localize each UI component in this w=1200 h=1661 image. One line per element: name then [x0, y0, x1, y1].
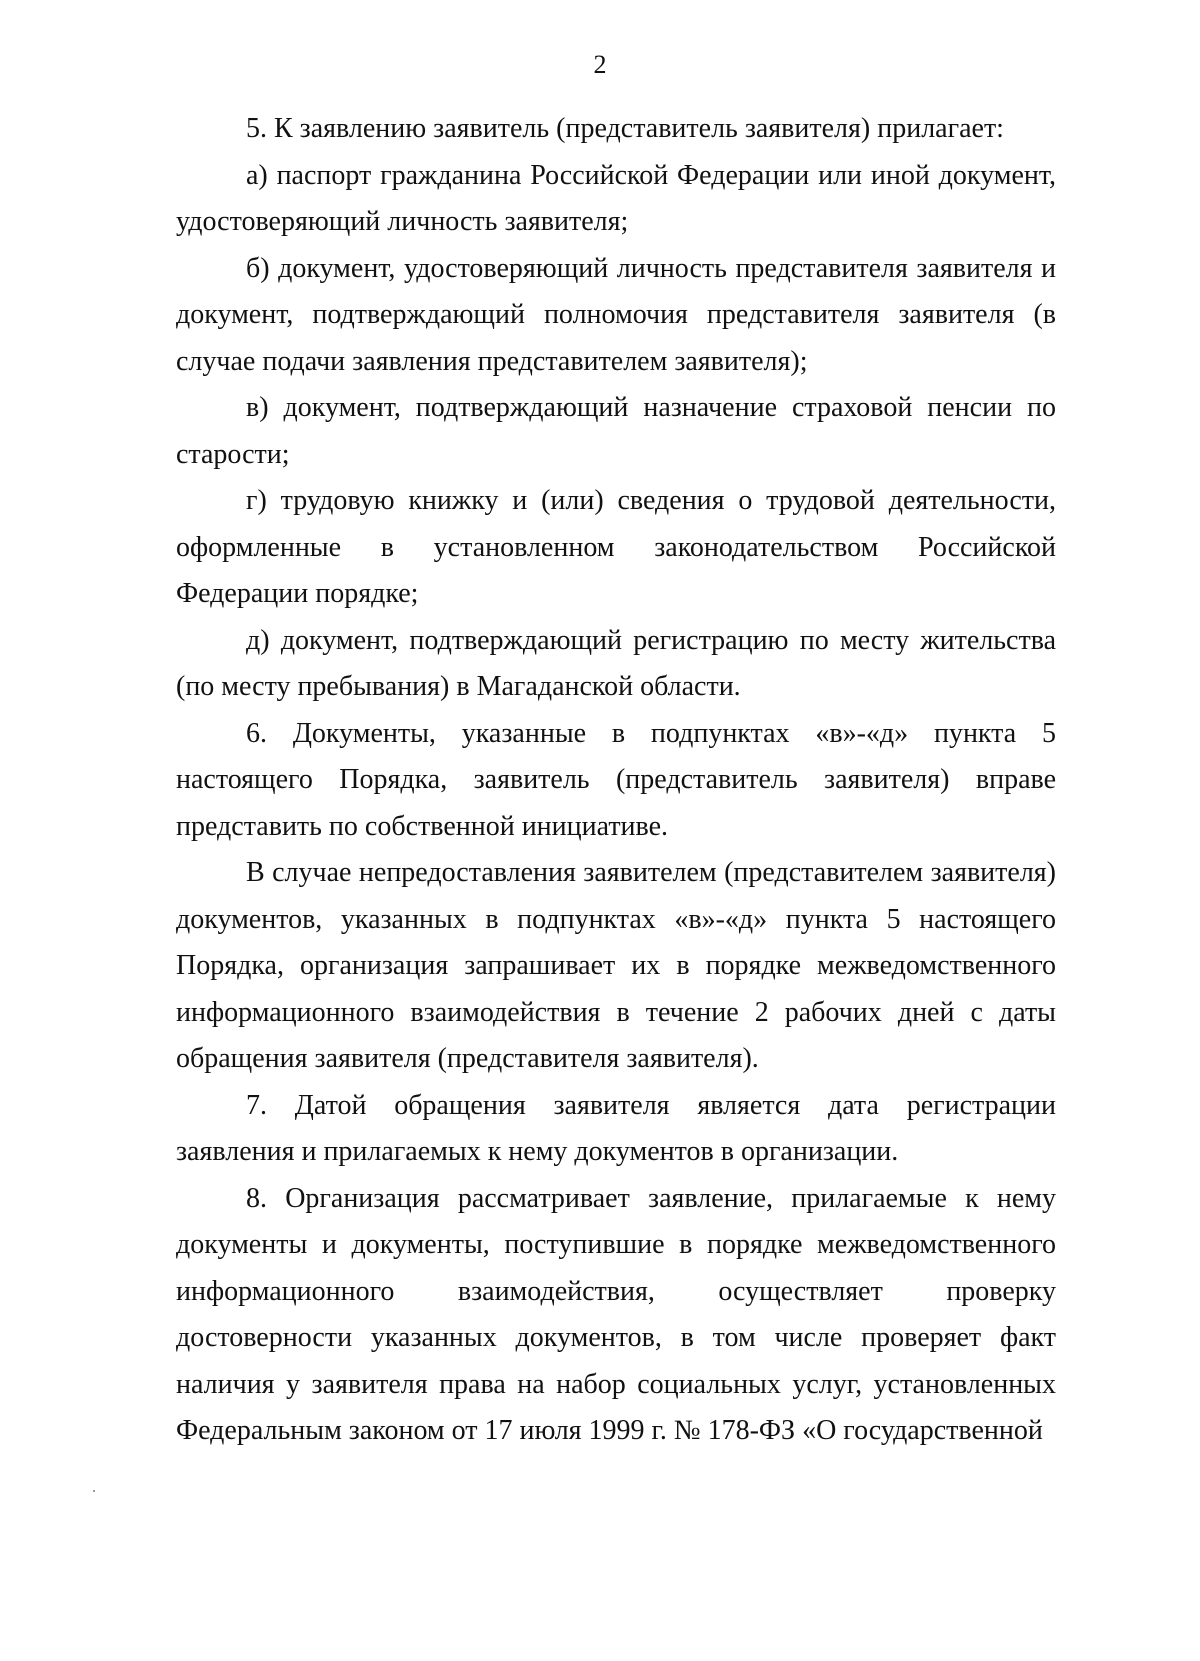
paragraph-5v: в) документ, подтверждающий назначение страховой пенсии по старости;: [176, 392, 1056, 470]
page-number: 2: [593, 50, 607, 79]
scan-speck: [93, 1490, 95, 1492]
paragraph-5b: б) документ, удостоверяющий личность представителя заявителя и документ, подтверждающий полномочия представителя заявителя (в случае подачи заявления представителем заявителя);: [176, 252, 1056, 377]
paragraph-5a: а) паспорт гражданина Российской Федерации или иной документ, удостоверяющий личность заявителя;: [176, 159, 1056, 237]
paragraph-6: 6. Документы, указанные в подпунктах «в»-«д» пункта 5 настоящего Порядка, заявитель (представитель заявителя) вправе представить по собственной инициативе.: [176, 717, 1056, 842]
paragraph-5: 5. К заявлению заявитель (представитель заявителя) прилагает:: [246, 113, 1004, 144]
paragraph-5d: д) документ, подтверждающий регистрацию по месту жительства (по месту пребывания) в Магаданской области.: [176, 624, 1056, 702]
document-body: [176, 106, 1056, 1455]
paragraph-6-cont: В случае непредоставления заявителем (представителем заявителя) документов, указанных в подпунктах «в»-«д» пункта 5 настоящего Порядка, организация запрашивает их в порядке межведомственного информационного взаимодействия в течение 2 рабочих дней с даты обращения заявителя (представителя заявителя).: [176, 857, 1056, 1074]
paragraph-5g: г) трудовую книжку и (или) сведения о трудовой деятельности, оформленные в установленном законодательством Российской Федерации порядке;: [176, 485, 1056, 609]
paragraph-8: 8. Организация рассматривает заявление, прилагаемые к нему документы и документы, поступившие в порядке межведомственного информационного взаимодействия, осуществляет проверку достоверности указанных документов, в том числе проверяет факт наличия у заявителя права на набор социальных услуг, установленных Федеральным законом от 17 июля 1999 г. № 178-ФЗ «О государственной: [176, 1182, 1056, 1446]
paragraph-7: 7. Датой обращения заявителя является дата регистрации заявления и прилагаемых к нему документов в организации.: [176, 1089, 1056, 1167]
